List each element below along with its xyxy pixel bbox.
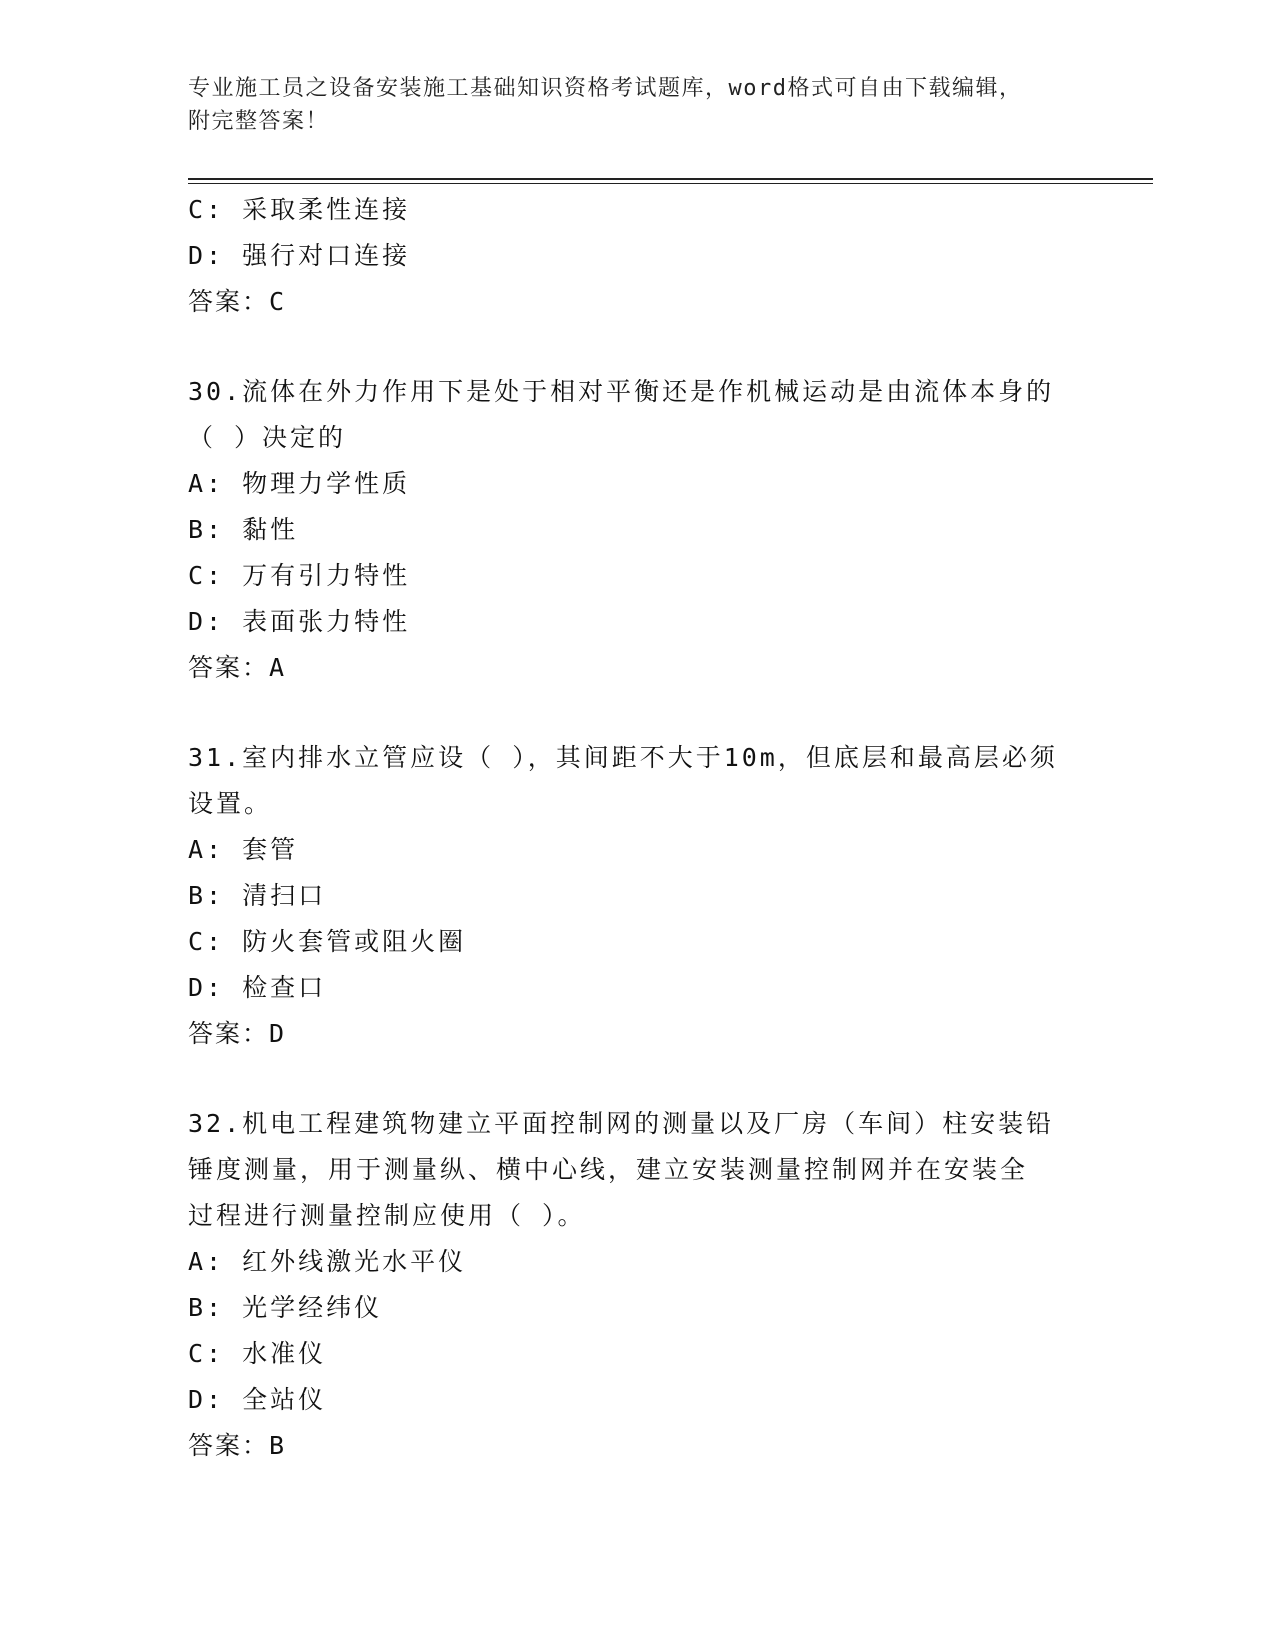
option-a: A: 套管 [188, 835, 299, 864]
spacer [188, 691, 1088, 735]
answer-line: 答案：D [188, 1019, 287, 1048]
question-text-line: 30.流体在外力作用下是处于相对平衡还是作机械运动是由流体本身的 [188, 377, 1055, 406]
question-31 [188, 735, 1088, 1057]
answer-line: 答案：A [188, 653, 287, 682]
option-b: B: 清扫口 [188, 881, 327, 910]
spacer [188, 325, 1088, 369]
header-line-1: 专业施工员之设备安装施工基础知识资格考试题库，word格式可自由下载编辑， [188, 76, 1023, 101]
answer-line: 答案：C [188, 287, 287, 316]
option-c: C: 防火套管或阻火圈 [188, 927, 467, 956]
option-b: B: 光学经纬仪 [188, 1293, 383, 1322]
option-d: D: 强行对口连接 [188, 241, 411, 270]
header-divider-thin [188, 183, 1153, 184]
question-text-line: 锤度测量，用于测量纵、横中心线，建立安装测量控制网并在安装全 [188, 1155, 1029, 1184]
document-body [188, 187, 1088, 1469]
header-line-2: 附完整答案！ [188, 109, 330, 134]
option-b: B: 黏性 [188, 515, 299, 544]
question-text-line: 31.室内排水立管应设（ ），其间距不大于10m，但底层和最高层必须 [188, 743, 1058, 772]
header-divider-thick [188, 178, 1153, 180]
question-text-line: 设置。 [188, 789, 273, 818]
question-text-line: 过程进行测量控制应使用（ ）。 [188, 1201, 586, 1230]
question-text-line: （ ）决定的 [188, 423, 347, 452]
option-c: C: 水准仪 [188, 1339, 327, 1368]
option-c: C: 采取柔性连接 [188, 195, 411, 224]
option-c: C: 万有引力特性 [188, 561, 411, 590]
spacer [188, 1057, 1088, 1101]
question-text-line: 32.机电工程建筑物建立平面控制网的测量以及厂房（车间）柱安装铅 [188, 1109, 1055, 1138]
option-d: D: 检查口 [188, 973, 327, 1002]
question-32 [188, 1101, 1088, 1469]
answer-line: 答案：B [188, 1431, 287, 1460]
option-a: A: 红外线激光水平仪 [188, 1247, 467, 1276]
option-d: D: 全站仪 [188, 1385, 327, 1414]
question-29-continued [188, 187, 1088, 325]
option-d: D: 表面张力特性 [188, 607, 411, 636]
question-30 [188, 369, 1088, 691]
page-header [188, 72, 1068, 138]
option-a: A: 物理力学性质 [188, 469, 411, 498]
